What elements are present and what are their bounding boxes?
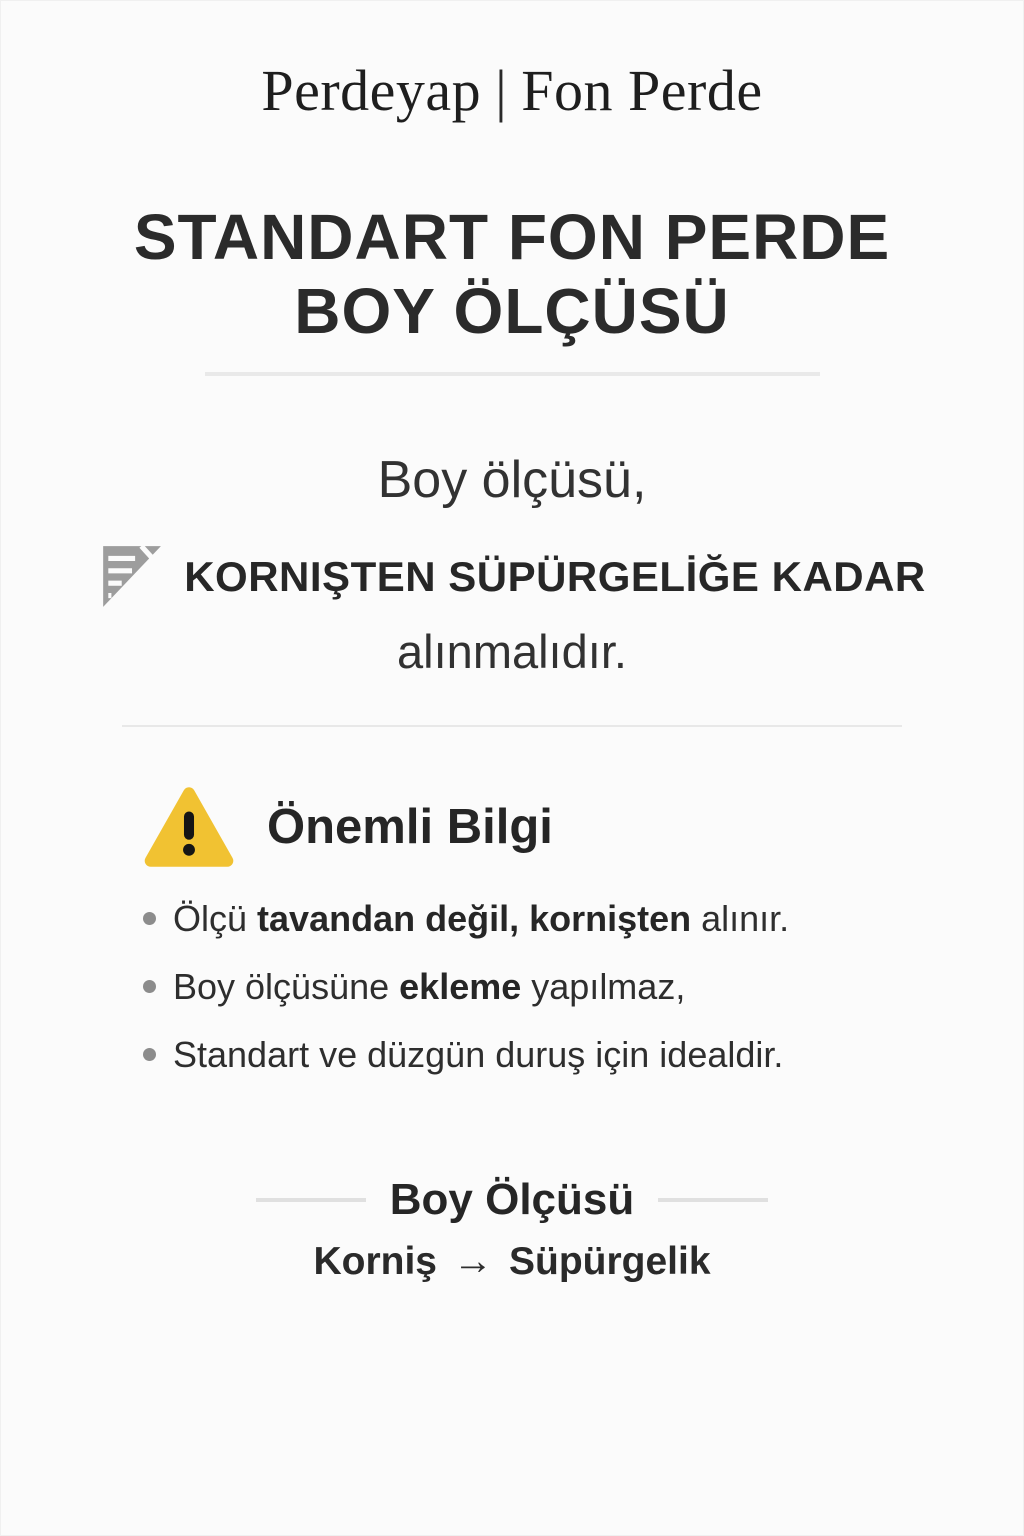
info-bullet-list: [143, 897, 1023, 1077]
range-to: Süpürgelik: [508, 1239, 711, 1283]
page-title-line1: STANDART FON PERDE: [133, 201, 891, 273]
bullet-dot: [143, 1048, 156, 1061]
info-heading-text: Önemli Bilgi: [267, 800, 553, 854]
bullet-text: Standart ve düzgün duruş için idealdir.: [173, 1034, 784, 1075]
product-name: Fon Perde: [521, 58, 763, 123]
page-title-line2: BOY ÖLÇÜSÜ: [294, 275, 730, 347]
statement-intro: Boy ölçüsü,: [377, 451, 647, 509]
bullet-standard-look: [143, 1033, 1023, 1077]
triangle-ruler-icon: [98, 544, 164, 610]
brand-header: [1, 1, 1023, 124]
decorative-line-left: [256, 1198, 366, 1202]
info-heading: [143, 785, 1023, 869]
footer-range: [1, 1239, 1023, 1284]
bullet-dot: [143, 980, 156, 993]
bullet-measure-from-rail: [143, 897, 1023, 941]
warning-icon: [143, 785, 235, 869]
bullet-dot: [143, 912, 156, 925]
brand-name: Perdeyap: [261, 58, 482, 123]
measurement-statement: [1, 450, 1023, 679]
bullet-text: Boy ölçüsüne ekleme yapılmaz,: [173, 966, 686, 1007]
brand-separator: |: [495, 58, 508, 123]
decorative-line-right: [658, 1198, 768, 1202]
footer-heading-row: [1, 1175, 1023, 1225]
footer-summary: [1, 1175, 1023, 1284]
range-from: Korniş: [313, 1239, 437, 1283]
statement-outro: alınmalıdır.: [397, 625, 627, 678]
page-title: [1, 200, 1023, 348]
important-info-section: [1, 785, 1023, 1077]
footer-heading: Boy Ölçüsü: [389, 1175, 635, 1224]
divider-section: [122, 725, 902, 727]
divider-under-title: [205, 372, 820, 376]
bullet-no-addition: [143, 965, 1023, 1009]
arrow-right-icon: →: [452, 1239, 493, 1283]
statement-highlight: KORNIŞTEN SÜPÜRGELİĞE KADAR: [184, 553, 926, 600]
bullet-text: Ölçü tavandan değil, kornişten alınır.: [173, 898, 790, 939]
